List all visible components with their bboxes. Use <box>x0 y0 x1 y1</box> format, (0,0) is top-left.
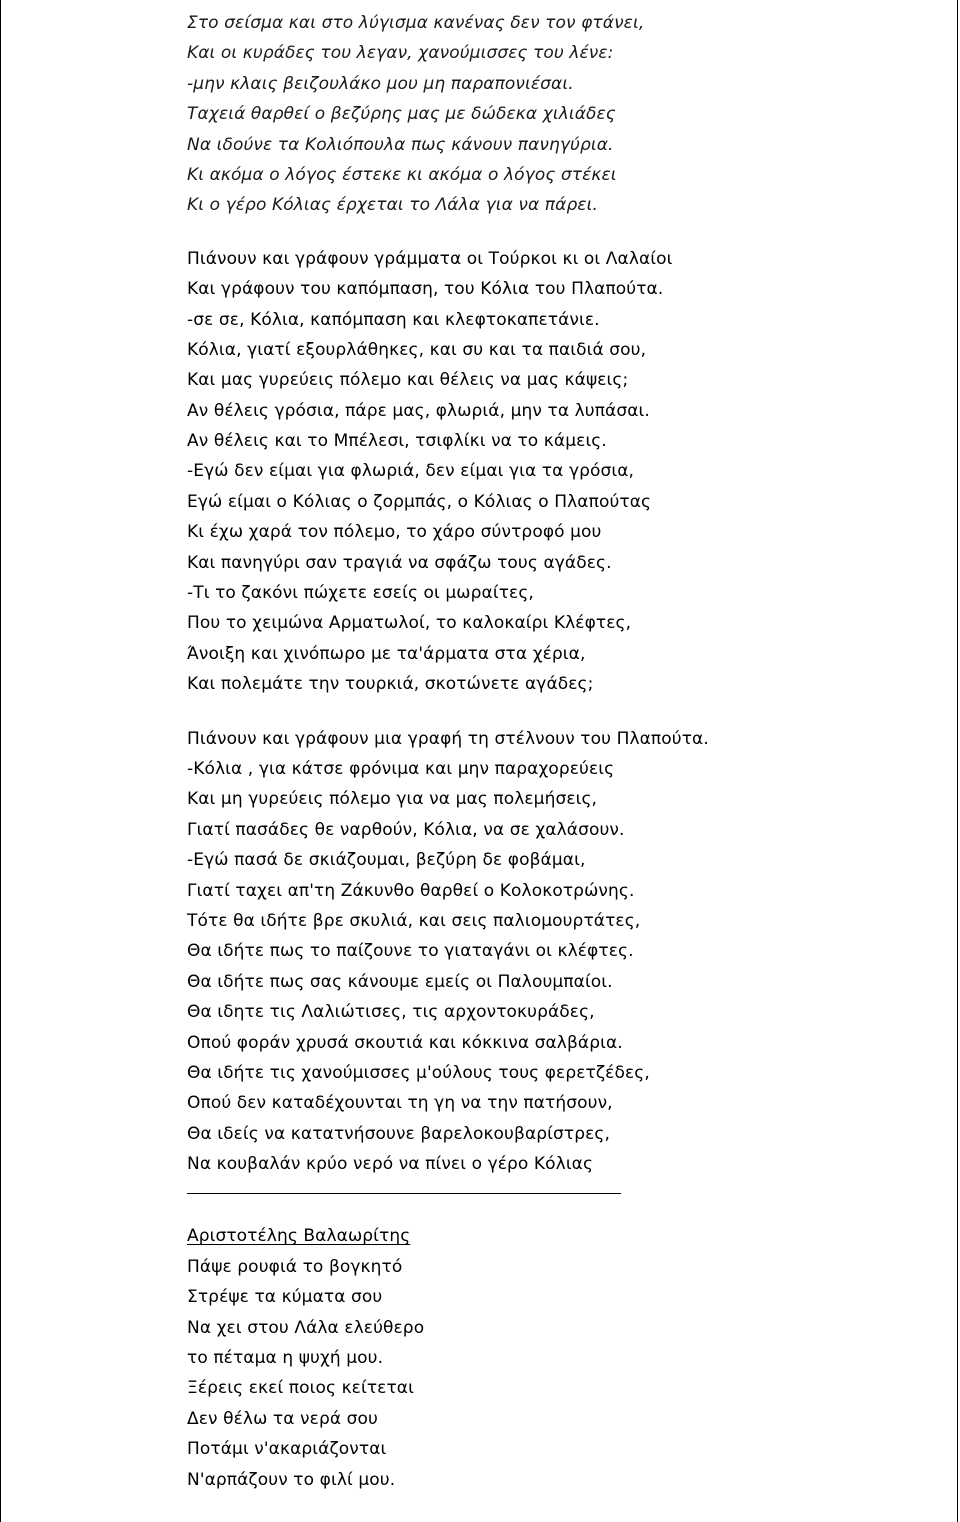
verse-line: Πάψε ρουφιά το βογκητό <box>187 1256 403 1277</box>
poem-2 <box>187 1221 927 1495</box>
verse-line: Αν θέλεις γρόσια, πάρε μας, φλωριά, μην τα λυπάσαι. <box>187 400 650 421</box>
verse-line: Γιατί ταχει απ'τη Ζάκυνθο θαρθεί ο Κολοκοτρώνης. <box>187 880 635 901</box>
verse-line: Θα ιδείς να κατατνήσουνε βαρελοκουβαρίστρες, <box>187 1123 610 1144</box>
verse-line: Θα ιδήτε τις χανούμισσες μ'ούλους τους φερετζέδες, <box>187 1062 650 1083</box>
verse-line: Ποτάμι ν'ακαριάζονται <box>187 1439 387 1460</box>
stanza-gap <box>187 221 927 244</box>
verse-line: Που το χειμώνα Αρματωλοί, το καλοκαίρι Κλέφτες, <box>187 613 632 634</box>
verse-line: Γιατί πασάδες θε ναρθούν, Κόλια, να σε χαλάσουν. <box>187 819 625 840</box>
verse-line: Ταχειά θαρθεί ο βεζύρης μας με δώδεκα χιλιάδες <box>187 104 616 125</box>
page-border-left <box>0 0 1 1522</box>
verse-line: Στρέψε τα κύματα σου <box>187 1287 383 1308</box>
verse-line: -Εγώ πασά δε σκιάζουμαι, βεζύρη δε φοβάμαι, <box>187 850 586 871</box>
verse-line: Αν θέλεις και το Μπέλεσι, τσιφλίκι να το κάμεις. <box>187 431 607 452</box>
page-border-right <box>957 0 958 1522</box>
verse-line: Θα ιδήτε πως το παίζουνε το γιαταγάνι οι κλέφτες. <box>187 941 634 962</box>
verse-line: -σε σε, Κόλια, καπόμπαση και κλεφτοκαπετάνιε. <box>187 309 600 330</box>
verse-line: -Εγώ δεν είμαι για φλωριά, δεν είμαι για τα γρόσια, <box>187 461 635 482</box>
verse-line: Θα ιδητε τις Λαλιώτισες, τις αρχοντοκυράδες, <box>187 1002 595 1023</box>
verse-line: Οπού δεν καταδέχουνται τη γη να την πατήσουν, <box>187 1093 613 1114</box>
verse-line: -Κόλια , για κάτσε φρόνιμα και μην παραχορεύεις <box>187 758 615 779</box>
verse-line: Και οι κυράδες του λεγαν, χανούμισσες του λένε: <box>187 43 614 64</box>
author-name: Αριστοτέλης Βαλαωρίτης <box>187 1226 411 1247</box>
verse-line: Οπού φοράν χρυσά σκουτιά και κόκκινα σαλβάρια. <box>187 1032 623 1053</box>
verse-line: Στο σείσμα και στο λύγισμα κανένας δεν τον φτάνει, <box>187 13 645 33</box>
verse-line: Και πολεμάτε την τουρκιά, σκοτώνετε αγάδες; <box>187 674 594 695</box>
stanza-3 <box>187 724 927 1180</box>
verse-line: Και μας γυρεύεις πόλεμο και θέλεις να μας κάψεις; <box>187 370 629 391</box>
verse-line: -Τι το ζακόνι πώχετε εσείς οι μωραίτες, <box>187 583 534 604</box>
verse-line: Κι έχω χαρά τον πόλεμο, το χάρο σύντροφό μου <box>187 522 602 543</box>
document-body <box>187 8 927 1495</box>
verse-line: Κι ο γέρο Κόλιας έρχεται το Λάλα για να πάρει. <box>187 195 598 216</box>
verse-line: Να ιδούνε τα Κολιόπουλα πως κάνουν πανηγύρια. <box>187 134 614 155</box>
verse-line: Τότε θα ιδήτε βρε σκυλιά, και σεις παλιομουρτάτες, <box>187 910 641 931</box>
verse-line: το πέταμα η ψυχή μου. <box>187 1348 384 1369</box>
stanza-1 <box>187 8 927 221</box>
verse-line: Και πανηγύρι σαν τραγιά να σφάζω τους αγάδες. <box>187 552 612 573</box>
verse-line: Ν'αρπάζουν το φιλί μου. <box>187 1469 396 1490</box>
verse-line: Δεν θέλω τα νερά σου <box>187 1408 378 1429</box>
verse-line: Άνοιξη και χινόπωρο με τα'άρματα στα χέρια, <box>187 643 586 664</box>
verse-line: Ξέρεις εκεί ποιος κείτεται <box>187 1378 414 1399</box>
verse-line: Και μη γυρεύεις πόλεμο για να μας πολεμήσεις, <box>187 789 598 810</box>
section-gap <box>187 1194 927 1221</box>
verse-line: Θα ιδήτε πως σας κάνουμε εμείς οι Παλουμπαίοι. <box>187 971 613 992</box>
stanza-2 <box>187 244 927 700</box>
verse-line: Πιάνουν και γράφουν μια γραφή τη στέλνουν του Πλαπούτα. <box>187 728 709 749</box>
verse-line: Εγώ είμαι ο Κόλιας ο ζορμπάς, ο Κόλιας ο Πλαπούτας <box>187 491 652 512</box>
verse-line: Να χει στου Λάλα ελεύθερο <box>187 1317 425 1338</box>
verse-line: Πιάνουν και γράφουν γράμματα οι Τούρκοι κι οι Λαλαίοι <box>187 248 673 269</box>
verse-line: -μην κλαις βειζουλάκο μου μη παραπονιέσαι. <box>187 73 574 94</box>
stanza-gap <box>187 700 927 724</box>
verse-line: Κι ακόμα ο λόγος έστεκε κι ακόμα ο λόγος στέκει <box>187 164 617 185</box>
verse-line: Και γράφουν του καπόμπαση, του Κόλια του Πλαπούτα. <box>187 279 664 300</box>
verse-line: Να κουβαλάν κρύο νερό να πίνει ο γέρο Κόλιας <box>187 1154 594 1175</box>
verse-line: Κόλια, γιατί εξουρλάθηκες, και συ και τα παιδιά σου, <box>187 339 647 360</box>
